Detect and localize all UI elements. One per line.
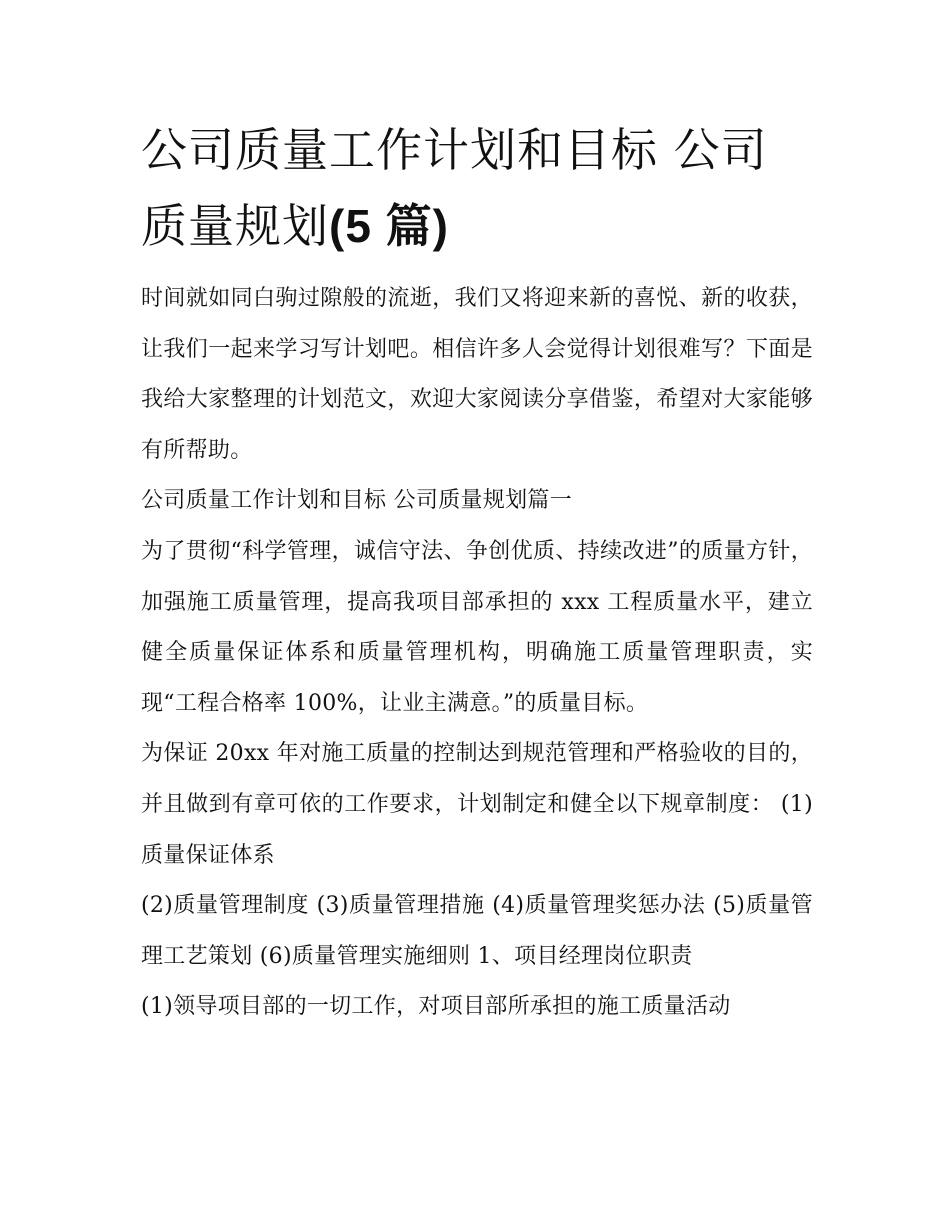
body-paragraph: 为了贯彻“科学管理，诚信守法、争创优质、持续改进”的质量方针，加强施工质量管理，提高我项目部承担的 xxx 工程质量水平，建立健全质量保证体系和质量管理机构，明确施工质量管理职责，实现“工程合格率 100%，让业主满意。”的质量目标。 <box>141 538 813 716</box>
document-body <box>141 274 813 1033</box>
intro-paragraph: 时间就如同白驹过隙般的流逝，我们又将迎来新的喜悦、新的收获，让我们一起来学习写计划吧。相信许多人会觉得计划很难写？下面是我给大家整理的计划范文，欢迎大家阅读分享借鉴，希望对大家能够有所帮助。 <box>141 286 813 463</box>
body-paragraph: 为保证 20xx 年对施工质量的控制达到规范管理和严格验收的目的，并且做到有章可依的工作要求，计划制定和健全以下规章制度： (1)质量保证体系 <box>141 741 813 868</box>
body-paragraph: (1)领导项目部的一切工作，对项目部所承担的施工质量活动 <box>141 994 731 1020</box>
document-title <box>141 112 813 264</box>
body-paragraph: (2)质量管理制度 (3)质量管理措施 (4)质量管理奖惩办法 (5)质量管理工艺策划 (6)质量管理实施细则 1、项目经理岗位职责 <box>141 893 813 969</box>
section-heading: 公司质量工作计划和目标 公司质量规划篇一 <box>141 488 572 514</box>
title-main-text: 公司质量工作计划和目标 公司质量规划 <box>141 123 768 253</box>
title-count: (5 篇) <box>329 200 449 252</box>
document-page <box>141 112 813 1033</box>
